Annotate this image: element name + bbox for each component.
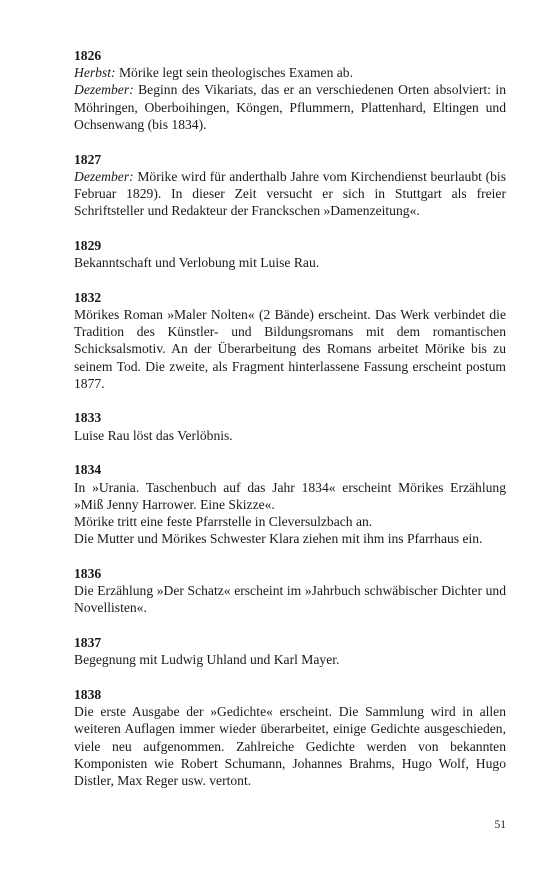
chronology-entry-1826 bbox=[74, 47, 506, 133]
entry-paragraph bbox=[74, 254, 506, 271]
entry-paragraph bbox=[74, 168, 506, 220]
entry-paragraph bbox=[74, 306, 506, 392]
paragraph-text: Begegnung mit Ludwig Uhland und Karl Mayer. bbox=[74, 652, 340, 668]
entry-paragraph bbox=[74, 427, 506, 444]
entry-year: 1837 bbox=[74, 634, 102, 650]
entry-paragraph bbox=[74, 513, 506, 530]
chronology-entry-1834 bbox=[74, 461, 506, 547]
paragraph-text: Bekanntschaft und Verlobung mit Luise Rau. bbox=[74, 255, 320, 271]
entry-year: 1826 bbox=[74, 48, 102, 63]
entry-year: 1836 bbox=[74, 565, 102, 581]
paragraph-text: In »Urania. Taschenbuch auf das Jahr 1834« erscheint Mörikes Erzählung »Miß Jenny Harrower. Eine Skizze«. bbox=[74, 479, 506, 512]
entry-paragraph bbox=[74, 582, 506, 616]
season-label: Dezember: bbox=[74, 82, 134, 98]
chronology-entry-1829 bbox=[74, 237, 506, 271]
season-label: Herbst: bbox=[74, 65, 116, 81]
entry-paragraph bbox=[74, 703, 506, 789]
entry-paragraph bbox=[74, 81, 506, 133]
chronology-entry-1827 bbox=[74, 151, 506, 220]
entry-year: 1833 bbox=[74, 410, 102, 426]
entry-year: 1832 bbox=[74, 289, 102, 305]
paragraph-text: Beginn des Vikariats, das er an verschiedenen Orten absolviert: in Möhringen, Oberboihingen, Köngen, Pflummern, Plattenhard, Eltingen und Ochsenwang (bis 1834). bbox=[74, 82, 506, 132]
page-number: 51 bbox=[494, 819, 506, 831]
paragraph-text: Die Erzählung »Der Schatz« erscheint im »Jahrbuch schwäbischer Dichter und Novellisten«. bbox=[74, 583, 506, 616]
paragraph-text: Luise Rau löst das Verlöbnis. bbox=[74, 427, 233, 443]
chronology-entry-1838 bbox=[74, 686, 506, 789]
paragraph-text: Mörike legt sein theologisches Examen ab. bbox=[115, 65, 353, 81]
entry-year: 1834 bbox=[74, 462, 102, 478]
chronology-entry-1832 bbox=[74, 289, 506, 392]
entry-year: 1838 bbox=[74, 686, 102, 702]
paragraph-text: Die Mutter und Mörikes Schwester Klara ziehen mit ihm ins Pfarrhaus ein. bbox=[74, 531, 483, 547]
entry-year: 1829 bbox=[74, 237, 102, 253]
entry-year: 1827 bbox=[74, 151, 102, 167]
chronology-page bbox=[74, 47, 506, 807]
entry-paragraph bbox=[74, 64, 506, 81]
entry-paragraph bbox=[74, 479, 506, 513]
chronology-entry-1833 bbox=[74, 409, 506, 443]
paragraph-text: Die erste Ausgabe der »Gedichte« erscheint. Die Sammlung wird in allen weiteren Auflagen immer wieder überarbeitet, einige Gedichte ausgeschieden, viele neu aufgenommen. Zahlreiche Gedichte werden von bekannten Komponisten wie Robert Schumann, Johannes Brahms, Hugo Wolf, Hugo Distler, Max Reger usw. vertont. bbox=[74, 704, 506, 788]
chronology-entry-1836 bbox=[74, 565, 506, 617]
chronology-entry-1837 bbox=[74, 634, 506, 668]
paragraph-text: Mörike tritt eine feste Pfarrstelle in Cleversulzbach an. bbox=[74, 513, 373, 529]
paragraph-text: Mörike wird für anderthalb Jahre vom Kirchendienst beurlaubt (bis Februar 1829). In dieser Zeit versucht er sich in Stuttgart als freier Schriftsteller und Redakteur der Franckschen »Damenzeitung«. bbox=[74, 168, 506, 219]
entry-paragraph bbox=[74, 651, 506, 668]
paragraph-text: Mörikes Roman »Maler Nolten« (2 Bände) erscheint. Das Werk verbindet die Tradition des Künstler- und Bildungsromans mit dem romantischen Schicksalsmotiv. An der Überarbeitung des Romans arbeitet Mörike bis zu seinem Tod. Die zweite, als Fragment hinterlassene Fassung erscheint postum 1877. bbox=[74, 306, 506, 391]
season-label: Dezember: bbox=[74, 168, 134, 184]
entry-paragraph bbox=[74, 530, 506, 547]
